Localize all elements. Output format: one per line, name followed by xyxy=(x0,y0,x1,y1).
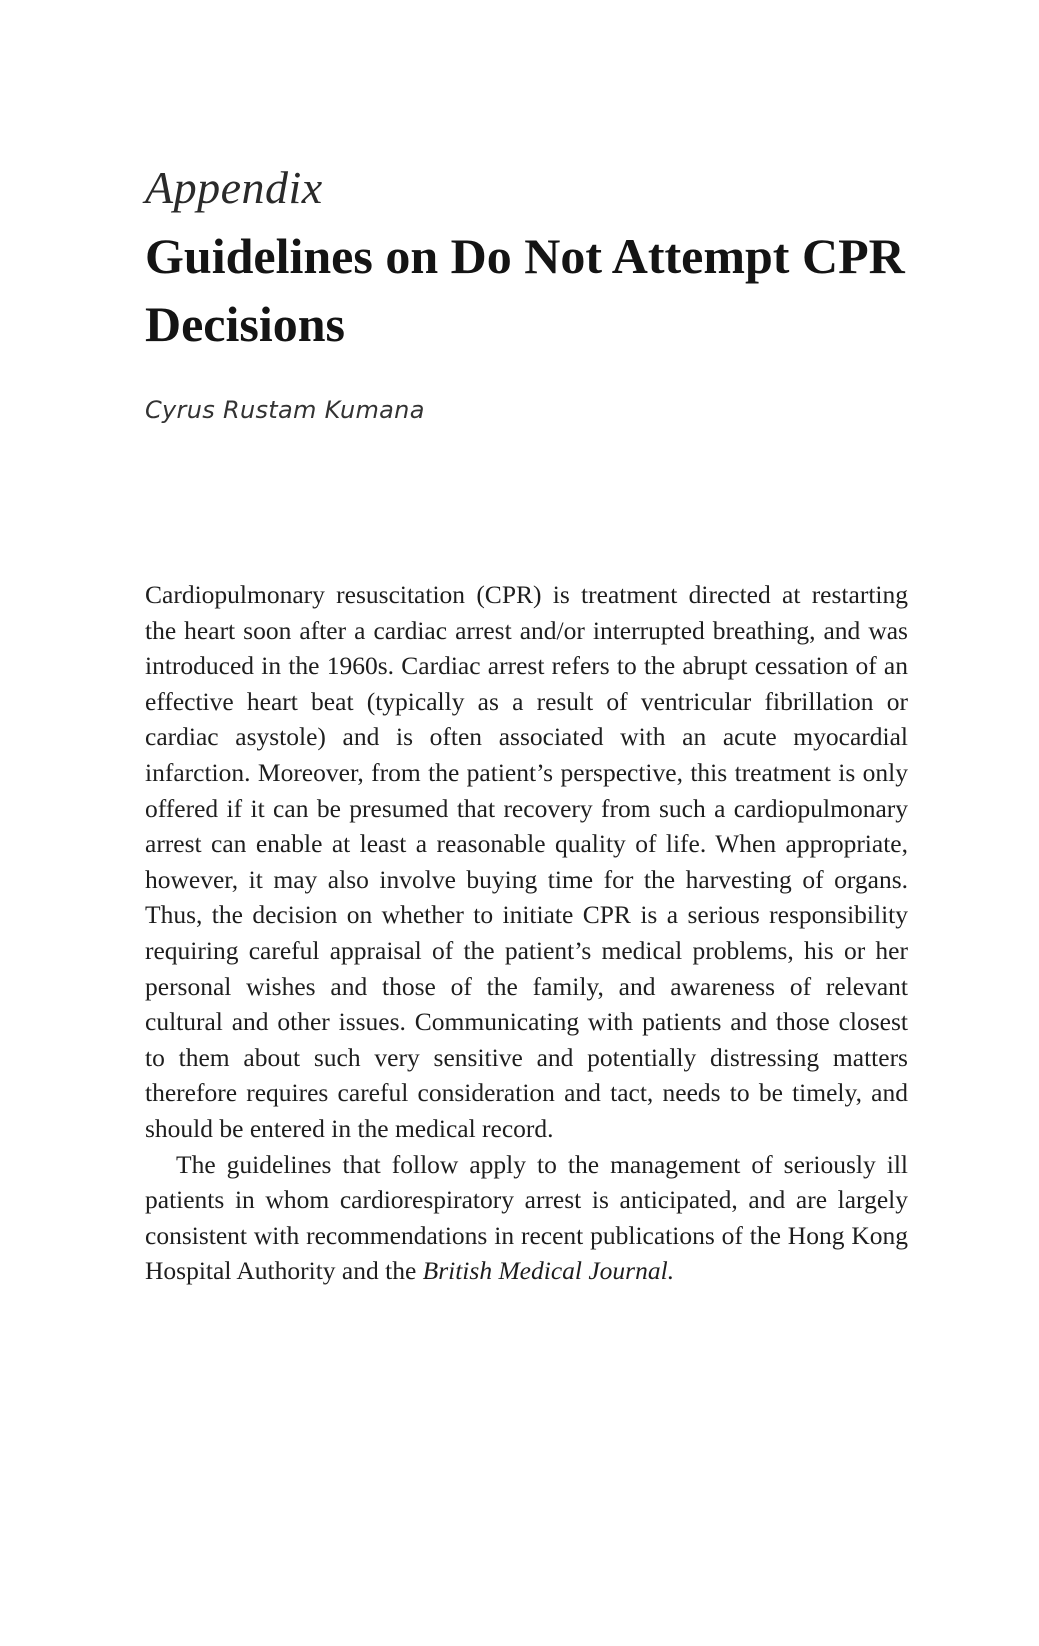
appendix-label: Appendix xyxy=(145,162,323,213)
paragraph-2-end: . xyxy=(667,1256,675,1286)
paragraph-2-text: The guidelines that follow apply to the management of seriously ill patients in whom cardiorespiratory arrest is anticipated, and are largely consistent with recommendations in recent publications of the Hong Kong Hospital Authority and the xyxy=(145,1149,908,1286)
paragraph-1: Cardiopulmonary resuscitation (CPR) is treatment directed at restarting the heart soon after a cardiac arrest and/or interrupted breathing, and was introduced in the 1960s. Cardiac arrest refers to the abrupt cessation of an effective heart beat (typically as a result of ventricular fibrillation or cardiac asystole) and is often associated with an acute myocardial infarction. Moreover, from the patient’s perspective, this treatment is only offered if it can be presumed that recovery from such a cardiopulmonary arrest can enable at least a reasonable quality of life. When appropriate, however, it may also involve buying time for the harvesting of organs. Thus, the decision on whether to initiate CPR is a serious responsibility requiring careful appraisal of the patient’s medical problems, his or her personal wishes and those of the family, and awareness of relevant cultural and other issues. Communicating with patients and those closest to them about such very sensitive and potentially distressing matters therefore requires careful consideration and tact, needs to be timely, and should be entered in the medical record. xyxy=(145,580,908,1143)
journal-title: British Medical Journal xyxy=(422,1256,668,1286)
author-name: Cyrus Rustam Kumana xyxy=(145,396,425,424)
body-text xyxy=(145,577,908,1289)
paragraph-2 xyxy=(145,1147,908,1289)
page-title: Guidelines on Do Not Attempt CPR Decisions xyxy=(145,228,905,352)
